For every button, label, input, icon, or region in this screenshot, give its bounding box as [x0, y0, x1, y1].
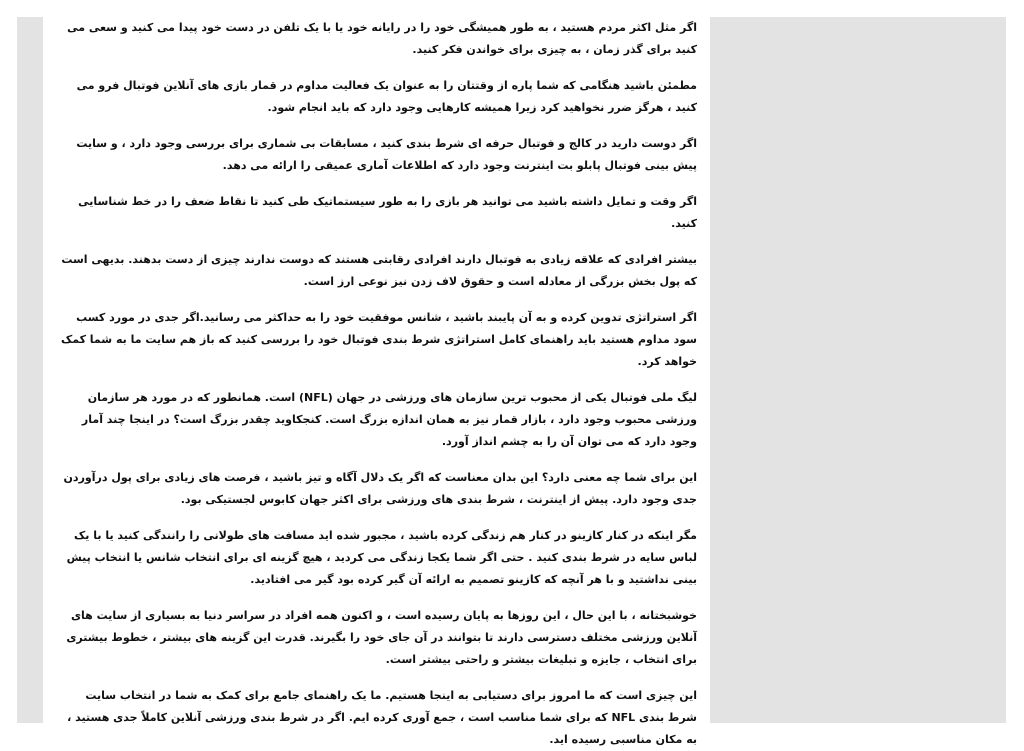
paragraph-8: این برای شما چه معنی دارد؟ این بدان معناست که اگر یک دلال آگاه و تیز باشید ، فرصت های زیادی برای پول درآوردن جدی وجود دارد. پیش از اینترنت ، شرط بندی های ورزشی برای اکثر جهان کابوس لجستیکی بود.	[63, 471, 697, 506]
paragraph-11: این چیزی است که ما امروز برای دستیابی به اینجا هستیم. ما یک راهنمای جامع برای کمک به شما در انتخاب سایت شرط بندی NFL که برای شما مناسب است ، جمع آوری کرده ایم. اگر در شرط بندی ورزشی آنلاین کاملاً جدی هستید ، به مکان مناسبی رسیده اید.	[67, 689, 697, 746]
paragraph-5: بیشتر افرادی که علاقه زیادی به فوتبال دارند افرادی رقابتی هستند که دوست ندارند چیزی از دست بدهند. بدیهی است که پول بخش بزرگی از معادله است و حقوق لاف زدن نیز نوعی ارز است.	[61, 253, 697, 288]
article-content	[43, 17, 710, 746]
article-body	[43, 17, 710, 751]
paragraph-6: اگر استراتژی تدوین کرده و به آن پایبند باشید ، شانس موفقیت خود را به حداکثر می رسانید.اگر جدی در مورد کسب سود مداوم هستید باید راهنمای کامل استراتژی شرط بندی فوتبال خود را بررسی کنید که باز هم سایت ما به شما کمک خواهد کرد.	[60, 311, 697, 368]
right-sidebar	[710, 17, 1006, 723]
left-gutter	[17, 17, 43, 723]
paragraph-9: مگر اینکه در کنار کازینو در کنار هم زندگی کرده باشید ، مجبور شده اید مسافت های طولانی را رانندگی کنید یا با یک لباس سایه در شرط بندی کنید . حتی اگر شما یکجا زندگی می کردید ، هیچ گزینه ای برای انتخاب شانس یا انتخاب پیش بینی نداشتید و با هر آنچه که کازینو تصمیم به ارائه آن گیر کرده بود گیر می افتادید.	[66, 529, 697, 586]
paragraph-4: اگر وقت و تمایل داشته باشید می توانید هر بازی را به طور سیستماتیک طی کنید تا نقاط ضعف را در خط شناسایی کنید.	[78, 195, 697, 230]
paragraph-7: لیگ ملی فوتبال یکی از محبوب ترین سازمان های ورزشی در جهان (NFL) است. همانطور که در مورد هر سازمان ورزشی محبوب وجود دارد ، بازار قمار نیز به همان اندازه بزرگ است. کنجکاوید چقدر بزرگ است؟ در اینجا چند آمار وجود دارد که می توان آن را به چشم انداز آورد.	[81, 391, 697, 448]
paragraph-3: اگر دوست دارید در کالج و فوتبال حرفه ای شرط بندی کنید ، مسابقات بی شماری برای بررسی وجود دارد ، و سایت پیش بینی فوتبال پابلو بت اینترنت وجود دارد که اطلاعات آماری عمیقی را ارائه می دهد.	[76, 137, 697, 172]
paragraph-2: مطمئن باشید هنگامی که شما پاره از وقتتان را به عنوان یک فعالیت مداوم در قمار بازی های آنلاین فوتبال فرو می کنید ، هرگز ضرر نخواهید کرد زیرا همیشه کارهایی وجود دارد که باید انجام شود.	[76, 79, 697, 114]
paragraph-10: خوشبختانه ، با این حال ، این روزها به پایان رسیده است ، و اکنون همه افراد در سراسر دنیا به بسیاری از سایت های آنلاین ورزشی مختلف دسترسی دارند تا بتوانند در آن جای خود را بگیرند. قدرت این گزینه های بیشتر ، خطوط بیشتری برای انتخاب ، جایزه و تبلیغات بیشتر و راحتی بیشتر است.	[66, 609, 697, 666]
paragraph-1: اگر مثل اکثر مردم هستید ، به طور همیشگی خود را در رایانه خود یا با یک تلفن در دست خود پیدا می کنید و سعی می کنید برای گذر زمان ، به چیزی برای خواندن فکر کنید.	[67, 21, 697, 56]
